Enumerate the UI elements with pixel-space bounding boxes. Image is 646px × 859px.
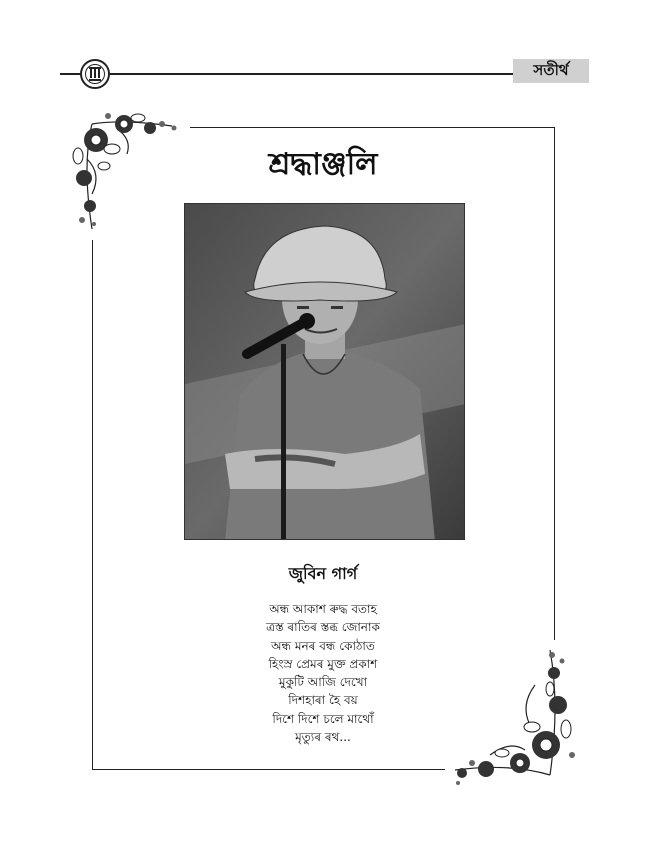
institution-seal-icon [80, 59, 110, 89]
page-title: শ্ৰদ্ধাঞ্জলি [268, 147, 378, 182]
subject-name: জুবিন গাৰ্গ [288, 564, 358, 583]
poem-line: দিশে দিশে চলে মাথোঁ [272, 711, 374, 726]
poem-line: হিংস্ৰ প্ৰেমৰ মুক্ত প্ৰকাশ [268, 656, 378, 671]
poem-line: মুকুটি আজি দেখো [278, 675, 368, 690]
poem-line: দিশহাৰা হৈ বয় [288, 693, 358, 708]
header-rule [60, 73, 587, 75]
poem-line: অন্ধ আকাশ ৰুদ্ধ বতাহ [269, 602, 377, 616]
portrait-photo [184, 203, 465, 540]
poem-line: মৃত্যুৰ ৰথ... [295, 730, 351, 745]
poem-line: অন্ধ মনৰ বন্ধ কোঠাত [271, 638, 375, 653]
poem [0, 600, 646, 746]
poem-line: ত্ৰস্ত ৰাতিৰ স্তব্ধ জোনাক [266, 620, 380, 635]
publication-name: সতীৰ্থ [533, 60, 569, 79]
publication-name-tab [513, 59, 589, 83]
